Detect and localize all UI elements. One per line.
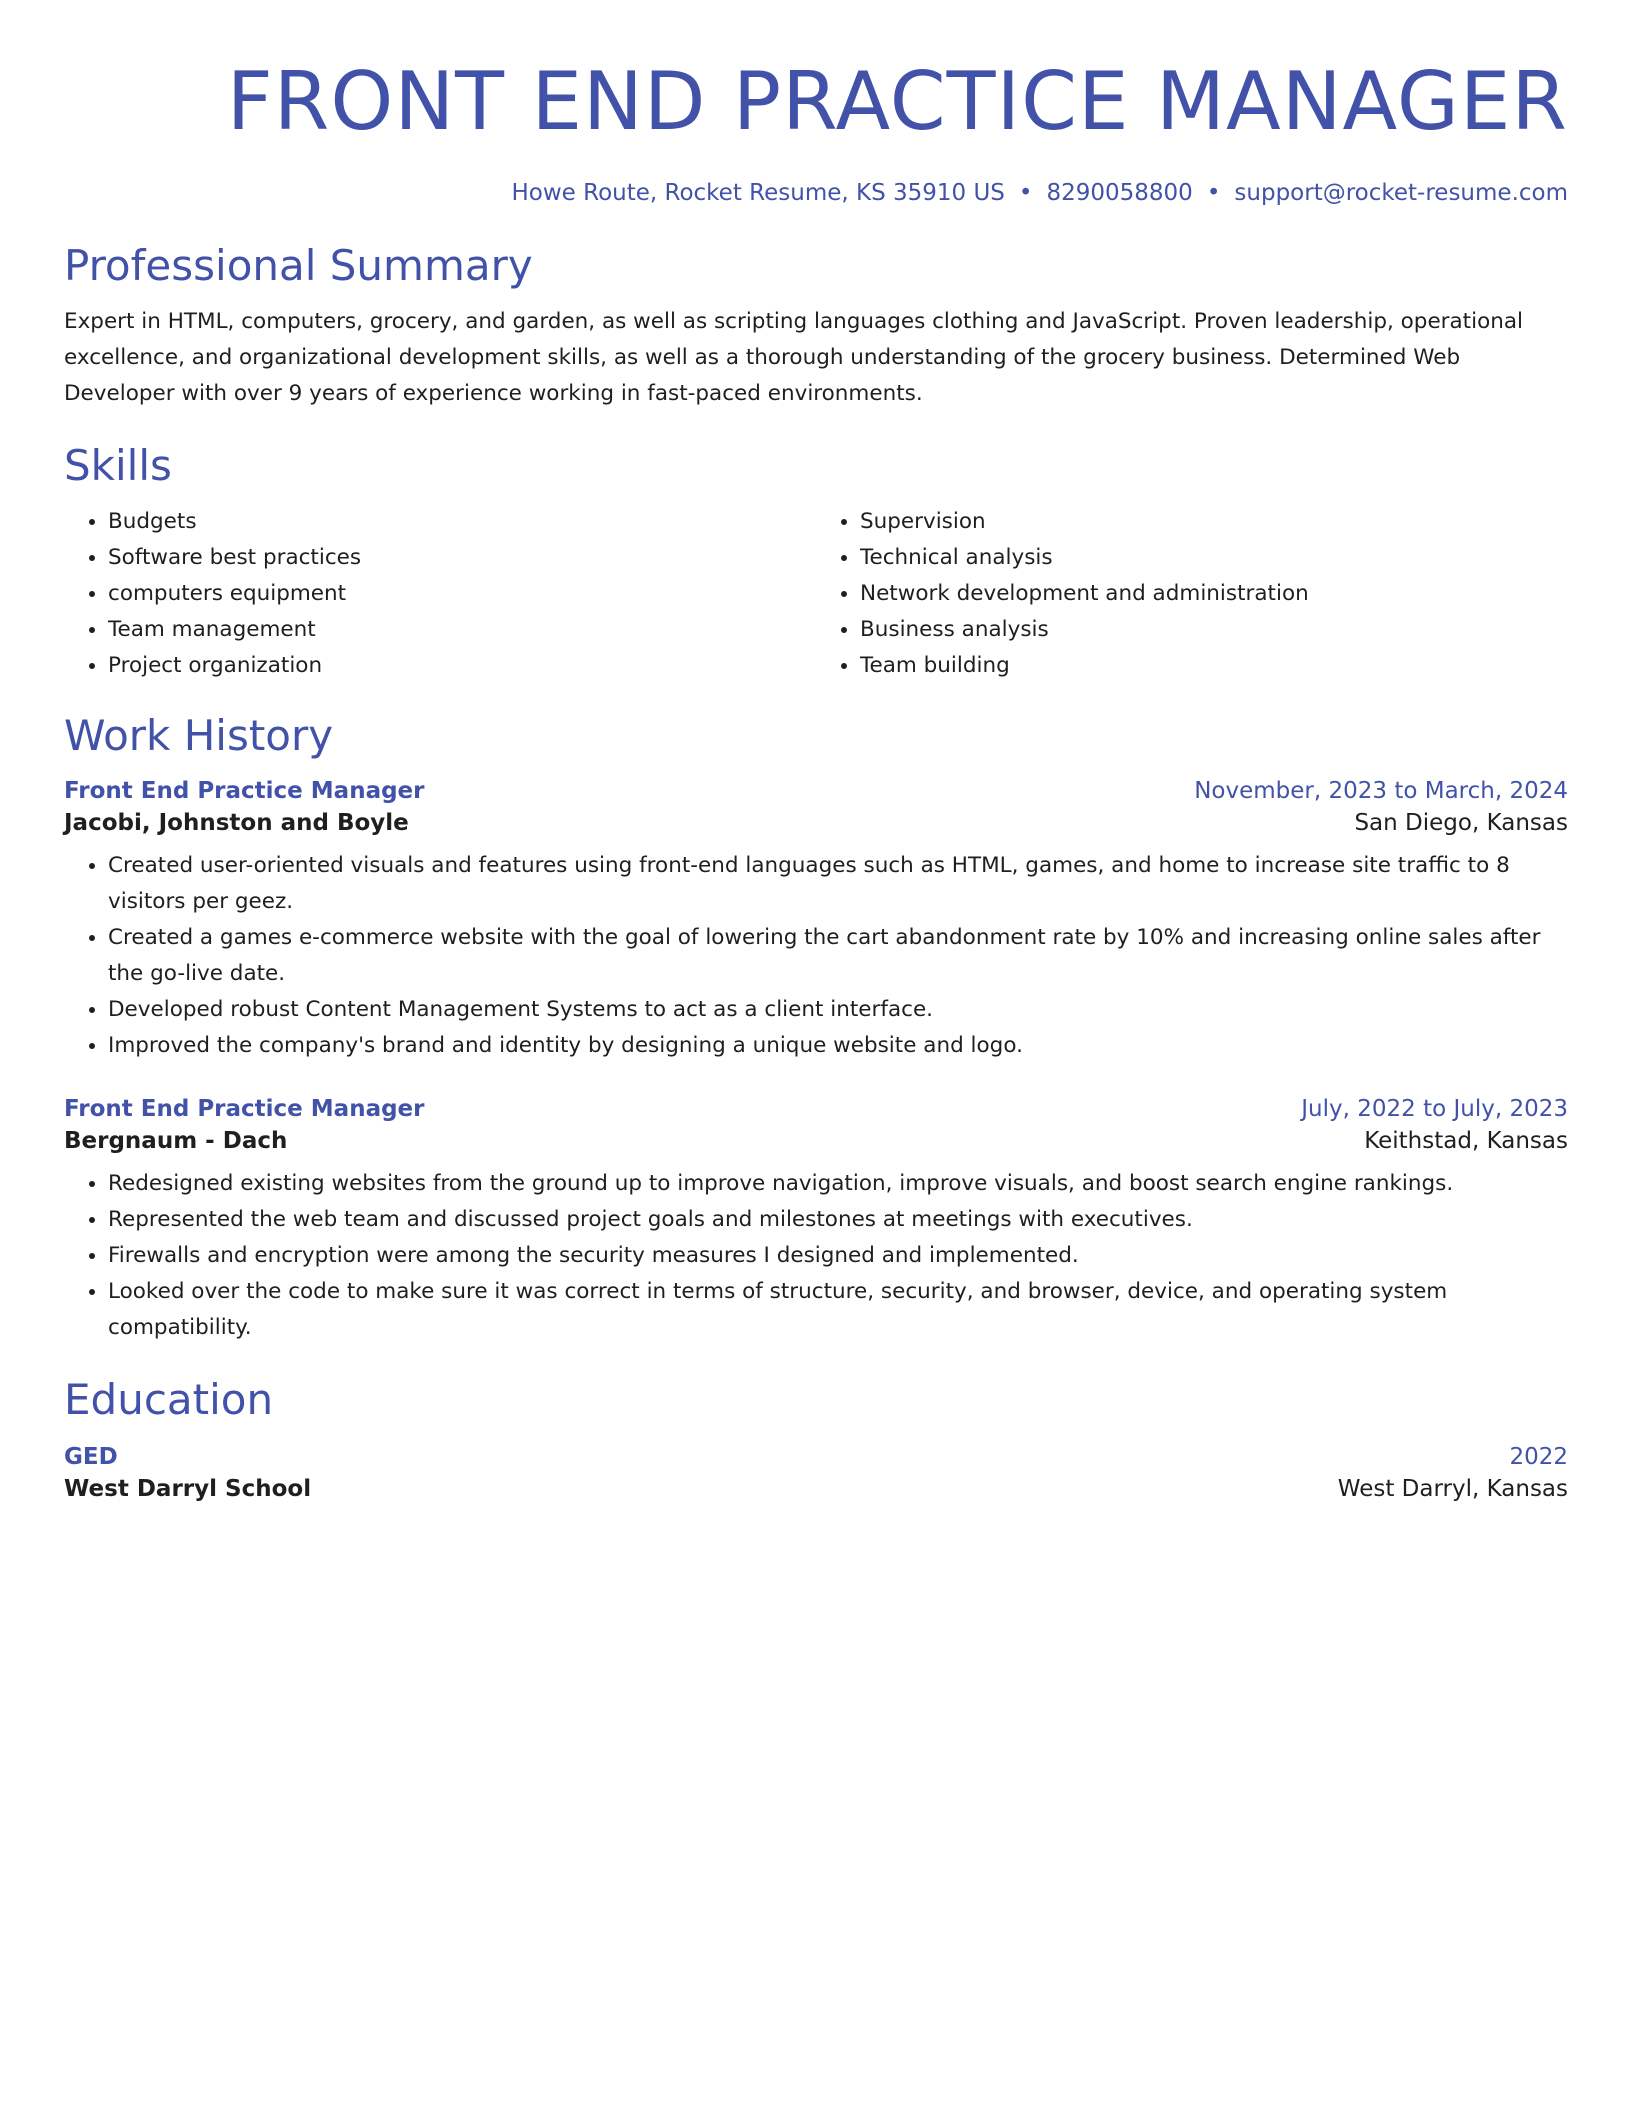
job-company: Bergnaum - Dach [64,1128,288,1154]
contact-phone: 8290058800 [1046,180,1193,206]
job-bullet: • Created a games e-commerce website with the goal of lowering the cart abandonment rate by 10% and increasing online sales after the go-live date. [108,920,1568,992]
summary-heading: Professional Summary [64,241,533,290]
contact-email: support@rocket-resume.com [1234,180,1568,206]
job-bullet: • Developed robust Content Management Systems to act as a client interface. [108,992,1568,1028]
job-bullets [64,848,1568,1064]
contact-separator: • [1206,180,1221,206]
job-title: Front End Practice Manager [64,1096,425,1122]
education-degree: GED [64,1444,118,1470]
summary-text: Expert in HTML, computers, grocery, and garden, as well as scripting languages clothing and JavaScript. Proven leadership, operational excellence, and organizational development skills, as well as a thorough understanding of the grocery business. Determined Web Developer with over 9 years of experience working in fast-paced environments. [64,309,1524,406]
skill-item: • Supervision [860,504,1568,540]
skill-item: • Business analysis [860,612,1568,648]
job-location: San Diego, Kansas [1354,810,1568,836]
education-location: West Darryl, Kansas [1337,1476,1568,1502]
skills-column-right [816,504,1568,684]
job-bullet: • Created user-oriented visuals and features using front-end languages such as HTML, games, and home to increase site traffic to 8 visitors per geez. [108,848,1568,920]
contact-address: Howe Route, Rocket Resume, KS 35910 US [511,180,1005,206]
skill-item: • Project organization [108,648,816,684]
job-bullet: • Looked over the code to make sure it was correct in terms of structure, security, and browser, device, and operating system compatibility. [108,1274,1568,1346]
job-location: Keithstad, Kansas [1364,1128,1568,1154]
education-year: 2022 [1509,1444,1568,1470]
job-entry [64,778,1568,1064]
skill-item: • Network development and administration [860,576,1568,612]
job-bullet: • Represented the web team and discussed project goals and milestones at meetings with executives. [108,1202,1568,1238]
job-bullet: • Improved the company's brand and identity by designing a unique website and logo. [108,1028,1568,1064]
skills-list [64,504,1568,684]
job-entry [64,1096,1568,1346]
skills-column-left [64,504,816,684]
education-entry [64,1444,1568,1502]
contact-line [64,176,1568,210]
skill-item: • Technical analysis [860,540,1568,576]
job-dates: November, 2023 to March, 2024 [1194,778,1568,804]
skill-item: • Team management [108,612,816,648]
skill-item: • Team building [860,648,1568,684]
job-dates: July, 2022 to July, 2023 [1301,1096,1568,1122]
job-title: Front End Practice Manager [64,778,425,804]
education-heading: Education [64,1375,274,1424]
job-bullets [64,1166,1568,1346]
education-school: West Darryl School [64,1476,312,1502]
job-bullet: • Redesigned existing websites from the ground up to improve navigation, improve visuals, and boost search engine rankings. [108,1166,1568,1202]
resume-name: FRONT END PRACTICE MANAGER [226,55,1568,148]
job-company: Jacobi, Johnston and Boyle [64,810,409,836]
skill-item: • Budgets [108,504,816,540]
skill-item: • Software best practices [108,540,816,576]
work-history-heading: Work History [64,711,334,760]
skills-heading: Skills [64,441,172,490]
skill-item: • computers equipment [108,576,816,612]
contact-separator: • [1018,180,1033,206]
job-bullet: • Firewalls and encryption were among the security measures I designed and implemented. [108,1238,1568,1274]
